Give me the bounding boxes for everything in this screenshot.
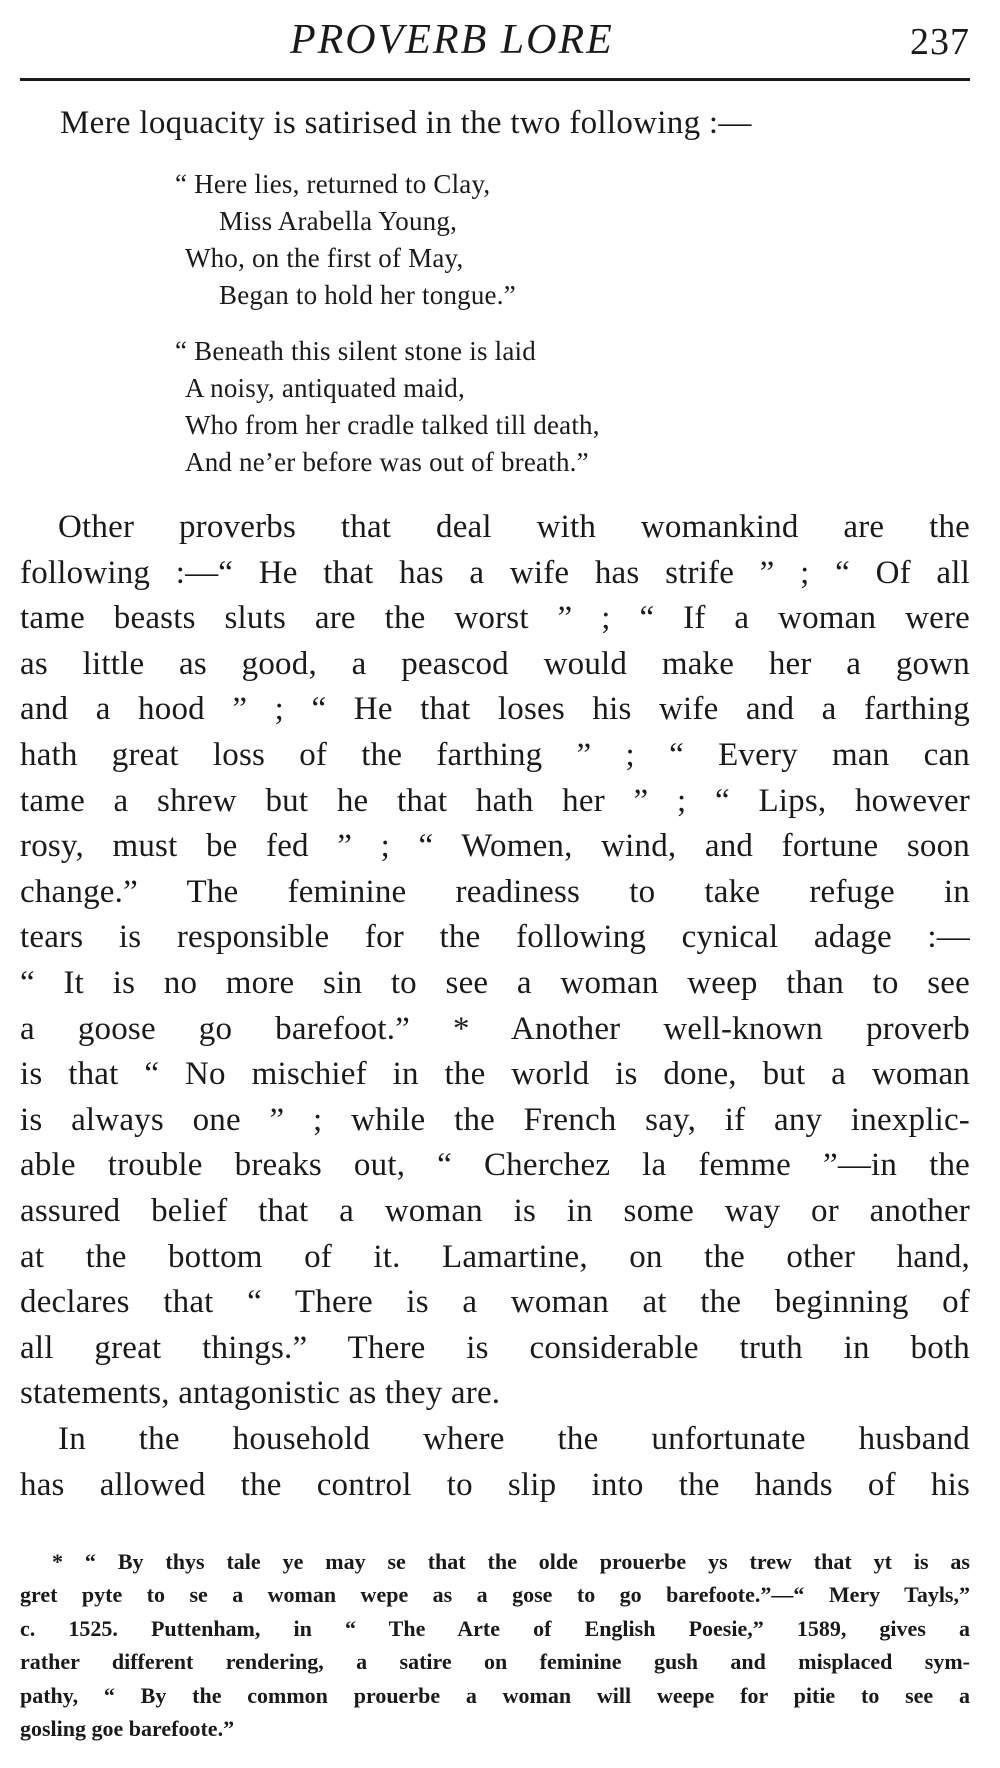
intro-sentence: Mere loquacity is satirised in the two following :— bbox=[60, 105, 752, 141]
text-line: is that “ No mischief in the world is done, but a woman bbox=[20, 1056, 970, 1093]
verse-line: Miss Arabella Young, bbox=[219, 206, 458, 236]
verse-line: “ Beneath this silent stone is laid bbox=[175, 336, 536, 366]
text-line: and a hood ” ; “ He that loses his wife and a farthing bbox=[20, 691, 970, 728]
text-line: as little as good, a peascod would make her a gown bbox=[20, 645, 970, 682]
text-line: a goose go barefoot.” * Another well-known proverb bbox=[20, 1010, 970, 1047]
text-line: Other proverbs that deal with womankind are the bbox=[58, 509, 970, 545]
text-line: “ It is no more sin to see a woman weep than to see bbox=[20, 964, 970, 1001]
running-header bbox=[20, 10, 970, 78]
paragraph-household bbox=[20, 1417, 970, 1508]
text-line: declares that “ There is a woman at the beginning of bbox=[20, 1284, 970, 1321]
text-line: In the household where the unfortunate husband bbox=[58, 1421, 970, 1457]
footnote-line: rather different rendering, a satire on feminine gush and misplaced sym- bbox=[20, 1649, 970, 1675]
footnote-line: gret pyte to se a woman wepe as a gose to go barefoote.”—“ Mery Tayls,” bbox=[20, 1582, 970, 1608]
text-line: has allowed the control to slip into the hands of his bbox=[20, 1466, 970, 1503]
header-rule bbox=[20, 78, 970, 81]
text-line: following :—“ He that has a wife has strife ” ; “ Of all bbox=[20, 554, 970, 591]
text-line: statements, antagonistic as they are. bbox=[20, 1375, 501, 1412]
verse-line: And ne’er before was out of breath.” bbox=[185, 447, 589, 477]
text-line: rosy, must be fed ” ; “ Women, wind, and fortune soon bbox=[20, 828, 970, 865]
footnote-line: c. 1525. Puttenham, in “ The Arte of English Poesie,” 1589, gives a bbox=[20, 1615, 970, 1641]
text-line: all great things.” There is considerable truth in both bbox=[20, 1329, 970, 1366]
footnote-line: * “ By thys tale ye may se that the olde prouerbe ys trew that yt is as bbox=[52, 1549, 970, 1574]
text-line: tame a shrew but he that hath her ” ; “ Lips, however bbox=[20, 782, 970, 819]
text-line: tears is responsible for the following cynical adage :— bbox=[20, 919, 970, 956]
text-line: change.” The feminine readiness to take refuge in bbox=[20, 873, 970, 910]
footnote-line: gosling goe barefoote.” bbox=[20, 1715, 235, 1741]
footnote-line: pathy, “ By the common prouerbe a woman will weepe for pitie to see a bbox=[20, 1682, 970, 1708]
text-line: hath great loss of the farthing ” ; “ Every man can bbox=[20, 736, 970, 773]
verse-line: Who from her cradle talked till death, bbox=[185, 410, 600, 440]
text-line: at the bottom of it. Lamartine, on the other hand, bbox=[20, 1238, 970, 1275]
page-number: 237 bbox=[910, 21, 970, 63]
verse-line: “ Here lies, returned to Clay, bbox=[175, 169, 491, 199]
footnote bbox=[20, 1545, 970, 1745]
paragraph-proverbs bbox=[20, 505, 970, 1417]
text-line: is always one ” ; while the French say, if any inexplic- bbox=[20, 1101, 970, 1138]
verse-line: A noisy, antiquated maid, bbox=[185, 373, 465, 403]
running-title: PROVERB LORE bbox=[290, 17, 614, 63]
text-line: able trouble breaks out, “ Cherchez la femme ”—in the bbox=[20, 1147, 970, 1184]
verse-line: Began to hold her tongue.” bbox=[219, 280, 516, 310]
verse-line: Who, on the first of May, bbox=[185, 243, 464, 273]
text-line: assured belief that a woman is in some way or another bbox=[20, 1192, 970, 1229]
text-line: tame beasts sluts are the worst ” ; “ If a woman were bbox=[20, 600, 970, 637]
epitaph-verse-2 bbox=[175, 333, 600, 481]
epitaph-verse-1 bbox=[175, 166, 516, 314]
